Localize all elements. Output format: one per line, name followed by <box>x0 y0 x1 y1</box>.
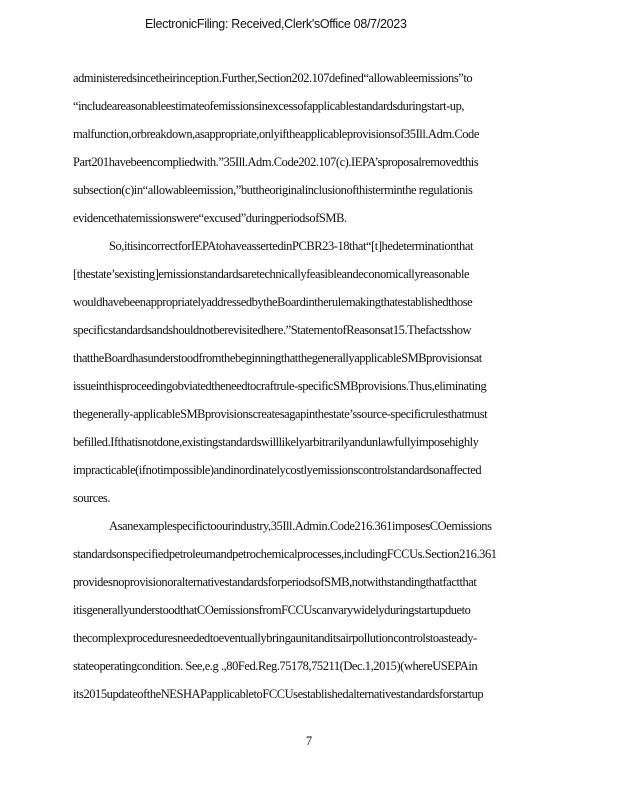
body-line: evidencethatemissionswere“excused”duringperiodsofSMB. <box>73 211 347 225</box>
body-line: specificstandardsandshouldnotberevisitedhere.”StatementofReasonsat15.Thefactsshow <box>73 323 472 337</box>
filing-stamp-header: ElectronicFiling: Received,Clerk'sOffice 08/7/2023 <box>145 17 407 31</box>
body-line: subsection(c)in“allowableemission,”buttheoriginalinclusionofthisterminthe regulationis <box>73 183 473 197</box>
body-line: providesnoprovisionoralternativestandardsforperiodsofSMB,notwithstandingthatfactthat <box>73 575 477 589</box>
body-line: issueinthisproceedingobviatedtheneedtocraftrule-specificSMBprovisions.Thus,eliminating <box>73 379 487 393</box>
body-line: sources. <box>73 491 111 505</box>
paragraph-first-line: So,itisincorrectforIEPAtohaveassertedinPCBR23-18that“[t]hedeterminationthat <box>109 239 473 253</box>
paragraph-first-line: Asanexamplespecifictoourindustry,35Ill.Admin.Code216.361imposesCOemissions <box>109 519 492 533</box>
body-line: itisgenerallyunderstoodthatCOemissionsfromFCCUscanvarywidelyduringstartupdueto <box>73 603 471 617</box>
body-line: impracticable(ifnotimpossible)andinordinatelycostlyemissionscontrolstandardsonaffected <box>73 463 482 477</box>
body-line: its2015updateoftheNESHAPapplicabletoFCCUsestablishedalternativestandardsforstartup <box>73 687 484 701</box>
body-line: malfunction,orbreakdown,asappropriate,onlyiftheapplicableprovisionsof35Ill.Adm.Code <box>73 127 479 141</box>
body-line: thattheBoardhasunderstoodfromthebeginningthatthegenerallyapplicableSMBprovisionsat <box>73 351 482 365</box>
body-line: “includeareasonableestimateofemissionsinexcessofapplicablestandardsduringstart-up, <box>73 99 465 113</box>
body-line: befilled.Ifthatisnotdone,existingstandardswilllikelyarbitrarilyandunlawfullyimposehighly <box>73 435 479 449</box>
body-line: thegenerally-applicableSMBprovisionscreatesagapinthestate’ssource-specificrulesthatmust <box>73 407 488 421</box>
page-number: 7 <box>305 734 313 748</box>
body-line: [thestate’sexisting]emissionstandardsaretechnicallyfeasibleandeconomicallyreasonable <box>73 267 470 281</box>
body-line: thecomplexproceduresneededtoeventuallybringaunitanditsairpollutioncontrolstoasteady- <box>73 631 477 645</box>
body-line: Part201havebeencompliedwith.”35Ill.Adm.Code202.107(c).IEPA’sproposalremovedthis <box>73 155 479 169</box>
body-line: administeredsincetheirinception.Further,Section202.107defined“allowableemissions”to <box>73 71 473 85</box>
body-line: wouldhavebeenappropriatelyaddressedbytheBoardintherulemakingthatestablishedthose <box>73 295 473 309</box>
body-line: standardsonspecifiedpetroleumandpetrochemicalprocesses,includingFCCUs.Section216.361 <box>73 547 497 561</box>
body-line: stateoperatingcondition. See,e.g .,80Fed.Reg.75178,75211(Dec.1,2015)(whereUSEPAin <box>73 659 478 673</box>
